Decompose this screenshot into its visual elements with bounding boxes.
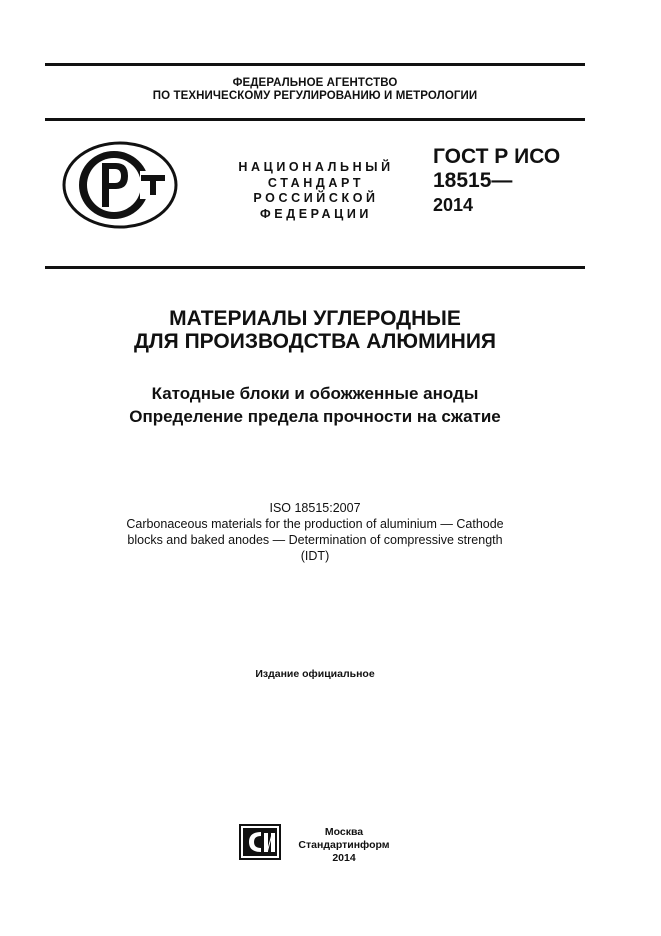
agency-heading — [45, 77, 585, 103]
iso-line-2: blocks and baked anodes — Determination of compressive strength — [127, 533, 503, 547]
subtitle-line-1: Катодные блоки и обожженные аноды — [151, 384, 479, 403]
gost-year: 2014 — [433, 195, 474, 215]
iso-reference — [45, 500, 585, 564]
gost-designation — [433, 145, 560, 217]
title-line-2: ДЛЯ ПРОИЗВОДСТВА АЛЮМИНИЯ — [133, 330, 497, 353]
header-rule — [45, 118, 585, 121]
publisher-city: Москва — [324, 826, 364, 838]
publisher-year: 2014 — [332, 852, 356, 864]
gost-line-2: 18515— — [433, 169, 513, 192]
agency-line-2: ПО ТЕХНИЧЕСКОМУ РЕГУЛИРОВАНИЮ И МЕТРОЛОГИИ — [152, 90, 478, 102]
national-line-3: РОССИЙСКОЙ — [253, 191, 379, 205]
edition-label: Издание официальное — [255, 668, 375, 680]
national-standard-label — [222, 160, 410, 222]
title-line-1: МАТЕРИАЛЫ УГЛЕРОДНЫЕ — [169, 307, 461, 330]
publisher-info — [291, 826, 397, 865]
national-line-4: ФЕДЕРАЦИИ — [259, 206, 372, 221]
iso-code: ISO 18515:2007 — [269, 501, 361, 515]
iso-line-3: (IDT) — [300, 549, 330, 563]
iso-line-1: Carbonaceous materials for the production of aluminium — Cathode — [126, 517, 504, 531]
top-rule — [45, 63, 585, 66]
national-line-1: НАЦИОНАЛЬНЫЙ — [238, 160, 394, 174]
agency-line-1: ФЕДЕРАЛЬНОЕ АГЕНТСТВО — [232, 77, 398, 89]
standartinform-logo-icon — [237, 822, 283, 862]
rst-certification-logo-icon — [62, 141, 180, 229]
document-subtitle — [45, 382, 585, 428]
section-rule — [45, 266, 585, 269]
document-title — [45, 307, 585, 353]
gost-line-1: ГОСТ Р ИСО — [433, 145, 561, 168]
subtitle-line-2: Определение предела прочности на сжатие — [129, 407, 501, 426]
publisher-name: Стандартинформ — [298, 839, 390, 851]
national-line-2: СТАНДАРТ — [267, 175, 365, 190]
